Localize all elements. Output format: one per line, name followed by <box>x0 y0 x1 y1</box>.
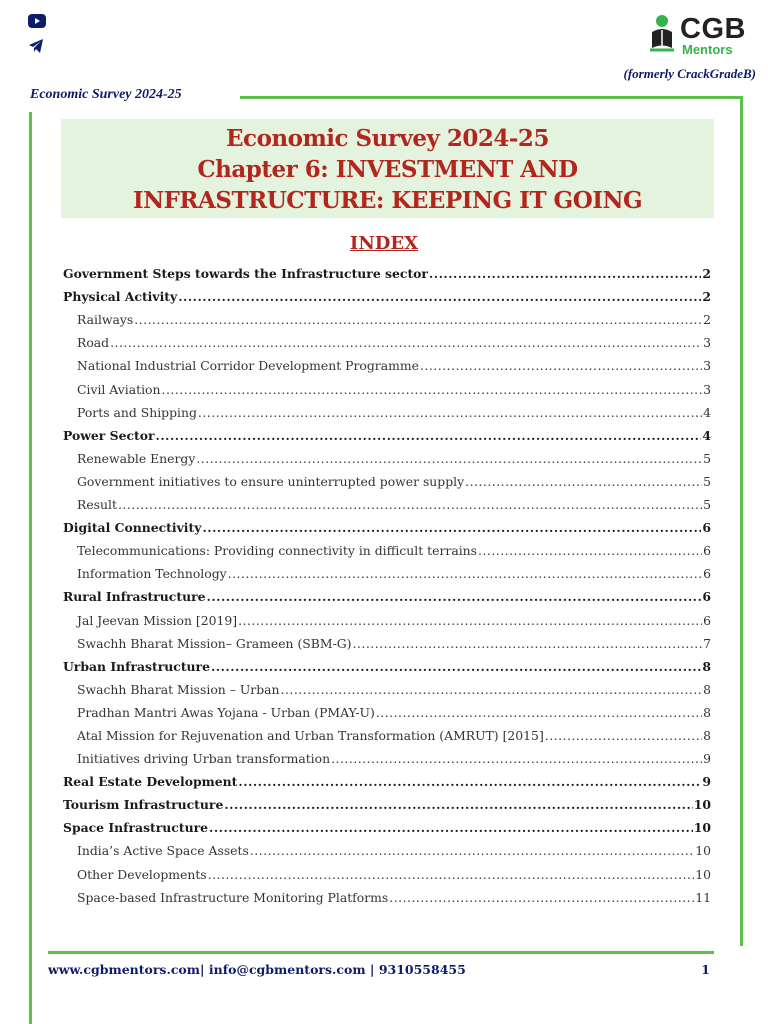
toc-entry-label: Result <box>77 497 117 513</box>
toc-entry-page: 11 <box>695 889 711 905</box>
toc-entry-label: Physical Activity <box>63 289 178 305</box>
logo-sub-text: Mentors <box>682 42 733 57</box>
toc-subsection-entry[interactable] <box>63 443 711 466</box>
toc-dot-leader <box>250 843 694 858</box>
toc-dot-leader <box>353 636 703 651</box>
toc-entry-page: 7 <box>703 635 711 651</box>
toc-entry-page: 5 <box>703 473 711 489</box>
toc-entry-label: Telecommunications: Providing connectivity in difficult terrains <box>77 543 478 559</box>
toc-entry-label: Tourism Infrastructure <box>63 797 224 813</box>
toc-section-entry[interactable] <box>63 789 711 812</box>
toc-entry-page: 8 <box>703 681 711 697</box>
toc-subsection-entry[interactable] <box>63 373 711 396</box>
index-heading <box>0 233 768 254</box>
toc-dot-leader <box>238 613 702 628</box>
running-header-title: Economic Survey 2024-25 <box>30 87 188 103</box>
toc-entry-page: 10 <box>695 866 711 882</box>
toc-dot-leader <box>429 266 701 281</box>
toc-subsection-entry[interactable] <box>63 604 711 627</box>
toc-entry-page: 6 <box>703 612 711 628</box>
toc-entry-label: Swachh Bharat Mission– Grameen (SBM-G) <box>77 635 352 651</box>
toc-dot-leader <box>209 820 693 835</box>
toc-dot-leader <box>134 312 702 327</box>
toc-entry-page: 8 <box>703 727 711 743</box>
toc-entry-page: 3 <box>703 381 711 397</box>
toc-dot-leader <box>545 728 702 743</box>
toc-entry-label: Real Estate Development <box>63 774 238 790</box>
mentor-reading-icon <box>646 14 678 56</box>
toc-subsection-entry[interactable] <box>63 720 711 743</box>
chapter-title-box <box>61 119 714 218</box>
toc-entry-label: Jal Jeevan Mission [2019] <box>77 612 238 628</box>
toc-entry-label: Space-based Infrastructure Monitoring Platforms <box>77 889 389 905</box>
index-heading-text: INDEX <box>349 233 419 254</box>
toc-entry-page: 2 <box>703 312 711 328</box>
toc-dot-leader <box>202 520 701 535</box>
youtube-icon[interactable] <box>28 14 46 28</box>
toc-dot-leader <box>420 358 702 373</box>
toc-section-entry[interactable] <box>63 651 711 674</box>
toc-entry-label: Power Sector <box>63 427 155 443</box>
toc-dot-leader <box>224 797 692 812</box>
toc-subsection-entry[interactable] <box>63 489 711 512</box>
logo-brand-text: CGB <box>680 13 746 45</box>
toc-section-entry[interactable] <box>63 812 711 835</box>
toc-entry-page: 6 <box>703 566 711 582</box>
social-links <box>28 14 48 54</box>
toc-subsection-entry[interactable] <box>63 858 711 881</box>
toc-entry-page: 8 <box>703 704 711 720</box>
toc-entry-label: Government Steps towards the Infrastructure sector <box>63 266 428 282</box>
toc-subsection-entry[interactable] <box>63 327 711 350</box>
toc-subsection-entry[interactable] <box>63 674 711 697</box>
toc-entry-page: 3 <box>703 358 711 374</box>
brand-logo <box>646 14 746 60</box>
toc-dot-leader <box>208 867 695 882</box>
toc-dot-leader <box>465 474 702 489</box>
toc-entry-page: 3 <box>703 335 711 351</box>
formerly-note: (formerly CrackGradeB) <box>623 66 756 81</box>
toc-dot-leader <box>198 405 702 420</box>
toc-entry-page: 10 <box>693 797 711 813</box>
page-number: 1 <box>701 962 710 977</box>
toc-entry-page: 4 <box>703 404 711 420</box>
toc-entry-page: 10 <box>693 820 711 836</box>
toc-entry-page: 9 <box>702 774 711 790</box>
document-title: Economic Survey 2024-25 <box>226 125 549 152</box>
toc-entry-page: 6 <box>702 589 711 605</box>
toc-subsection-entry[interactable] <box>63 350 711 373</box>
toc-entry-label: Government initiatives to ensure uninterrupted power supply <box>77 473 465 489</box>
toc-entry-label: Railways <box>77 312 134 328</box>
toc-section-entry[interactable] <box>63 258 711 281</box>
toc-subsection-entry[interactable] <box>63 304 711 327</box>
toc-entry-page: 2 <box>702 266 711 282</box>
toc-subsection-entry[interactable] <box>63 628 711 651</box>
toc-dot-leader <box>207 589 702 604</box>
toc-entry-label: Ports and Shipping <box>77 404 197 420</box>
toc-entry-label: Urban Infrastructure <box>63 658 210 674</box>
toc-entry-label: Information Technology <box>77 566 227 582</box>
toc-subsection-entry[interactable] <box>63 743 711 766</box>
toc-entry-label: Pradhan Mantri Awas Yojana - Urban (PMAY-U) <box>77 704 375 720</box>
toc-entry-label: Swachh Bharat Mission – Urban <box>77 681 280 697</box>
toc-dot-leader <box>178 289 701 304</box>
toc-subsection-entry[interactable] <box>63 558 711 581</box>
toc-section-entry[interactable] <box>63 512 711 535</box>
chapter-title-line-1: Chapter 6: INVESTMENT AND <box>197 156 578 183</box>
toc-subsection-entry[interactable] <box>63 466 711 489</box>
toc-entry-label: Rural Infrastructure <box>63 589 206 605</box>
toc-entry-page: 5 <box>703 497 711 513</box>
toc-entry-label: Initiatives driving Urban transformation <box>77 751 331 767</box>
toc-entry-page: 9 <box>703 751 711 767</box>
toc-dot-leader <box>162 382 703 397</box>
toc-entry-page: 4 <box>702 427 711 443</box>
toc-subsection-entry[interactable] <box>63 397 711 420</box>
toc-subsection-entry[interactable] <box>63 697 711 720</box>
toc-dot-leader <box>228 566 702 581</box>
toc-entry-label: Road <box>77 335 110 351</box>
toc-dot-leader <box>376 705 702 720</box>
toc-entry-label: Renewable Energy <box>77 450 196 466</box>
toc-entry-label: Atal Mission for Rejuvenation and Urban Transformation (AMRUT) [2015] <box>77 727 544 743</box>
toc-entry-label: Space Infrastructure <box>63 820 208 836</box>
toc-dot-leader <box>331 751 702 766</box>
toc-entry-label: Digital Connectivity <box>63 520 202 536</box>
toc-dot-leader <box>211 659 701 674</box>
toc-section-entry[interactable] <box>63 766 711 789</box>
footer-rule <box>48 951 714 954</box>
toc-entry-page: 6 <box>703 543 711 559</box>
toc-entry-page: 2 <box>702 289 711 305</box>
toc-entry-label: Other Developments <box>77 866 207 882</box>
toc-entry-page: 6 <box>702 520 711 536</box>
toc-dot-leader <box>156 428 702 443</box>
toc-dot-leader <box>238 774 701 789</box>
toc-section-entry[interactable] <box>63 420 711 443</box>
chapter-title-line-2: INFRASTRUCTURE: KEEPING IT GOING <box>132 187 643 214</box>
toc-subsection-entry[interactable] <box>63 535 711 558</box>
toc-entry-label: Civil Aviation <box>77 381 161 397</box>
toc-entry-page: 5 <box>703 450 711 466</box>
toc-entry-page: 8 <box>702 658 711 674</box>
toc-entry-label: National Industrial Corridor Development Programme <box>77 358 419 374</box>
toc-section-entry[interactable] <box>63 281 711 304</box>
toc-dot-leader <box>196 451 702 466</box>
telegram-icon[interactable] <box>28 38 44 54</box>
header-rule <box>240 96 743 99</box>
table-of-contents <box>63 258 711 905</box>
toc-entry-page: 10 <box>695 843 711 859</box>
toc-entry-label: India’s Active Space Assets <box>77 843 249 859</box>
toc-subsection-entry[interactable] <box>63 835 711 858</box>
toc-subsection-entry[interactable] <box>63 882 711 905</box>
toc-dot-leader <box>389 890 694 905</box>
footer-contact: www.cgbmentors.com| info@cgbmentors.com | 9310558455 <box>48 962 466 977</box>
toc-dot-leader <box>281 682 703 697</box>
toc-dot-leader <box>110 335 702 350</box>
toc-dot-leader <box>478 543 702 558</box>
toc-section-entry[interactable] <box>63 581 711 604</box>
right-frame-rule <box>740 96 743 946</box>
toc-dot-leader <box>118 497 702 512</box>
